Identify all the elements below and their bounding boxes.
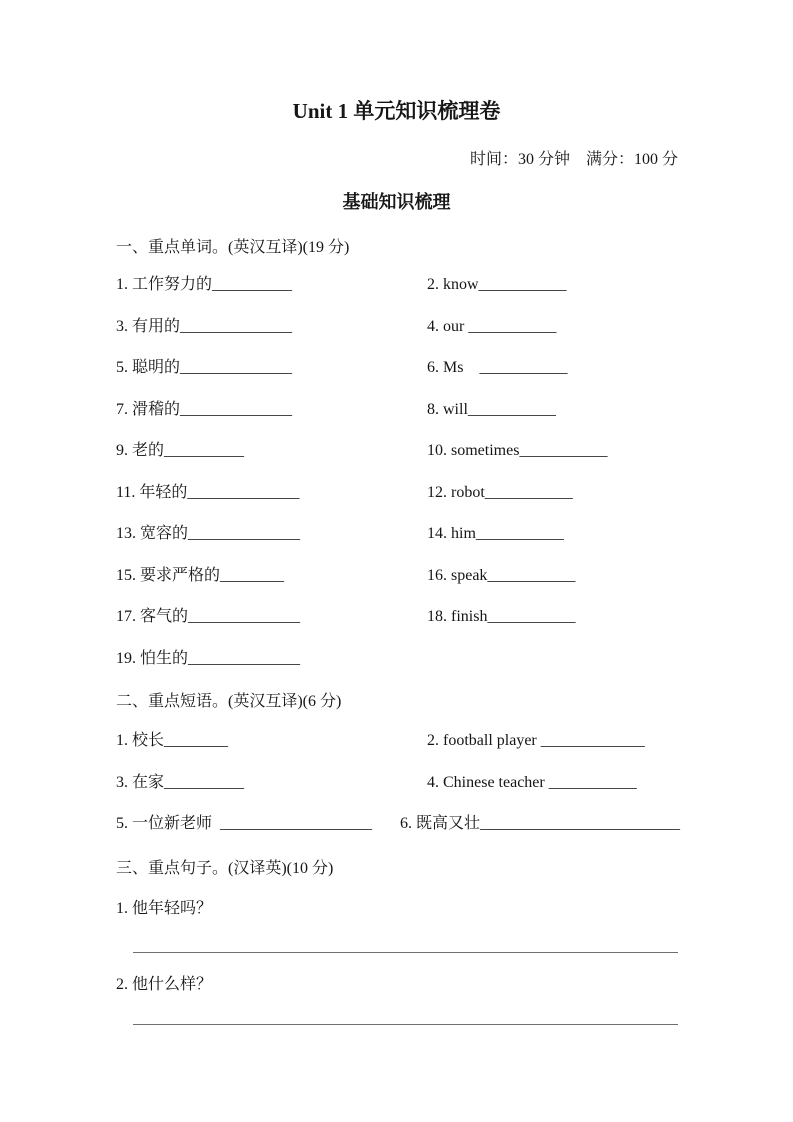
section-subtitle: 基础知识梳理 bbox=[342, 192, 451, 212]
word-row bbox=[116, 306, 755, 348]
exam-body bbox=[0, 238, 793, 1025]
word-item: 6. Ms ___________ bbox=[427, 359, 568, 376]
word-item: 12. robot___________ bbox=[427, 483, 573, 501]
word-item: 4. our ___________ bbox=[427, 317, 557, 335]
time-score-line: 时间：30 分钟 满分：100 分 bbox=[469, 151, 678, 168]
word-item: 8. will___________ bbox=[427, 400, 556, 418]
word-item: 5. 聪明的______________ bbox=[116, 359, 293, 376]
word-item: 3. 有用的______________ bbox=[116, 317, 293, 335]
word-item: 2. know___________ bbox=[427, 276, 567, 293]
word-list bbox=[116, 264, 755, 679]
section-1-heading: 一、重点单词。(英汉互译)(19 分) bbox=[116, 239, 350, 256]
word-row bbox=[116, 389, 755, 431]
phrase-item: 4. Chinese teacher ___________ bbox=[427, 773, 637, 791]
phrase-item: 3. 在家__________ bbox=[116, 773, 245, 791]
page-title: Unit 1 单元知识梳理卷 bbox=[292, 99, 501, 123]
word-item: 9. 老的__________ bbox=[116, 442, 245, 459]
word-item: 16. speak___________ bbox=[427, 566, 576, 584]
phrase-item: 2. football player _____________ bbox=[427, 732, 645, 749]
phrase-row bbox=[116, 803, 755, 845]
word-row bbox=[116, 472, 755, 514]
word-row bbox=[116, 596, 755, 638]
word-item: 13. 宽容的______________ bbox=[116, 525, 301, 542]
word-item: 19. 怕生的______________ bbox=[116, 649, 301, 667]
word-row bbox=[116, 638, 755, 680]
word-item: 18. finish___________ bbox=[427, 608, 576, 625]
word-item: 11. 年轻的______________ bbox=[116, 483, 300, 501]
answer-line bbox=[133, 1024, 678, 1025]
phrase-list bbox=[116, 720, 755, 845]
word-item: 10. sometimes___________ bbox=[427, 442, 608, 459]
word-item bbox=[427, 638, 755, 680]
phrase-item: 6. 既高又壮_________________________ bbox=[400, 815, 681, 832]
word-row bbox=[116, 513, 755, 555]
word-item: 14. him___________ bbox=[427, 525, 564, 542]
answer-line bbox=[133, 952, 678, 953]
word-row bbox=[116, 555, 755, 597]
phrase-item: 1. 校长________ bbox=[116, 732, 229, 749]
section-3-heading: 三、重点句子。(汉译英)(10 分) bbox=[116, 859, 334, 877]
word-item: 17. 客气的______________ bbox=[116, 608, 301, 625]
phrase-row bbox=[116, 762, 755, 804]
phrase-row bbox=[116, 720, 755, 762]
word-item: 1. 工作努力的__________ bbox=[116, 276, 293, 293]
phrase-item: 5. 一位新老师 ___________________ bbox=[116, 815, 373, 832]
word-row bbox=[116, 264, 755, 306]
word-row bbox=[116, 430, 755, 472]
sentence-question: 2. 他什么样？ bbox=[116, 975, 213, 993]
sentence-question: 1. 他年轻吗？ bbox=[116, 899, 213, 917]
word-item: 15. 要求严格的________ bbox=[116, 566, 285, 584]
word-item: 7. 滑稽的______________ bbox=[116, 400, 293, 418]
section-2-heading: 二、重点短语。(英汉互译)(6 分) bbox=[116, 693, 342, 710]
word-row bbox=[116, 347, 755, 389]
